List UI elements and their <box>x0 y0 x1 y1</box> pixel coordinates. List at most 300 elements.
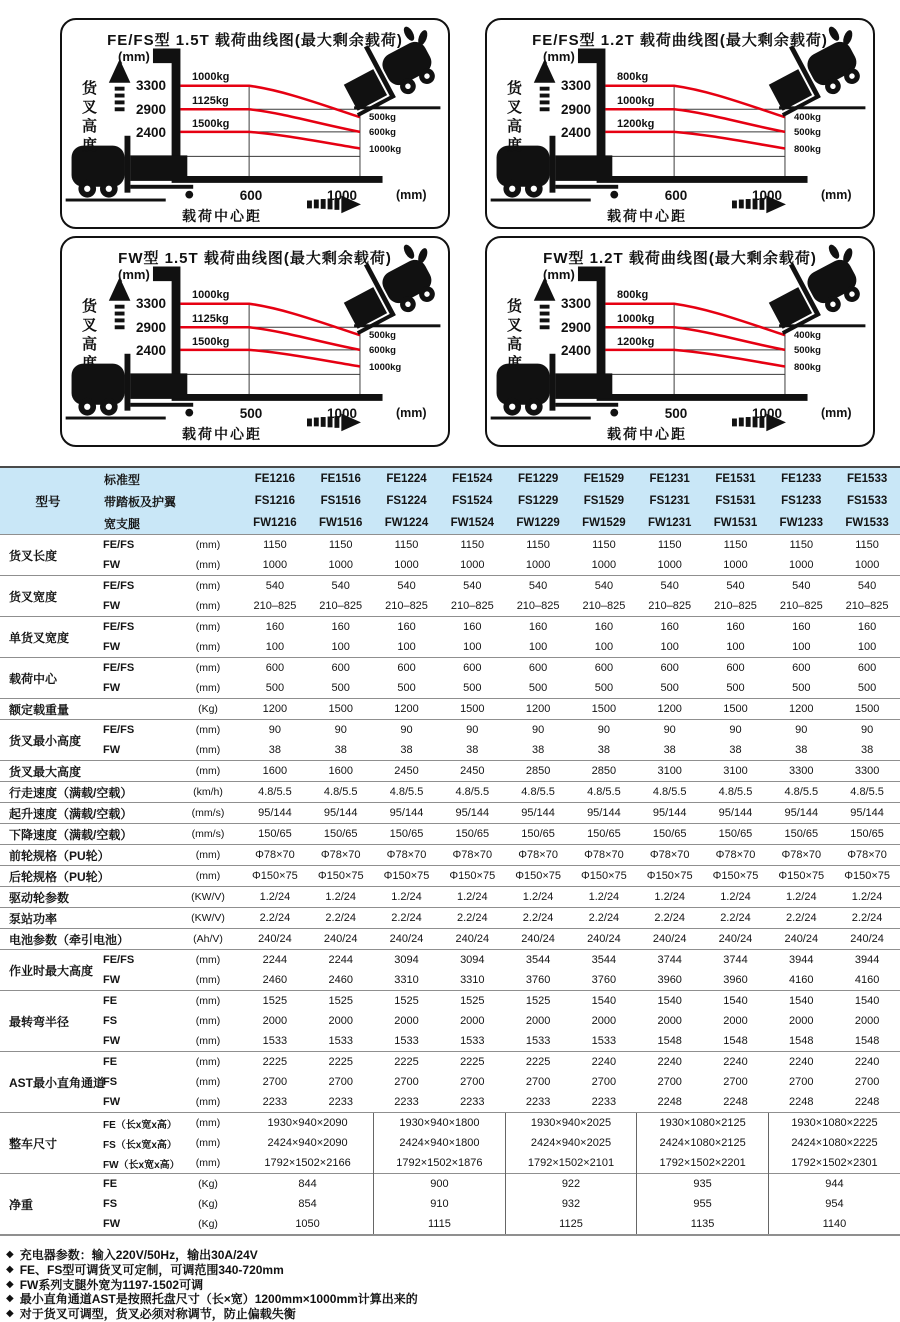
table-row <box>0 929 900 950</box>
value-cell: 1.2/24 <box>242 887 308 908</box>
row-group-label: 起升速度（满载/空载） <box>0 803 174 824</box>
value-cell: 38 <box>860 744 874 756</box>
value-cell: 500 <box>528 682 548 694</box>
curve-label-left: 1000kg <box>192 289 230 301</box>
value-cell: 90 <box>439 720 505 741</box>
value-cell: 1150 <box>439 535 505 556</box>
row-sub-label: FS <box>103 1198 118 1210</box>
footnotes <box>6 1248 900 1322</box>
value-cell: 2000 <box>394 1015 419 1027</box>
value-cell: 1600 <box>308 761 374 782</box>
y-tick: 2900 <box>135 102 166 117</box>
model-number-cell: FE1224 <box>386 473 427 485</box>
footnote-text: 充电器参数：输入220V/50Hz，输出30A/24V <box>19 1248 258 1262</box>
value-cell: 1000 <box>262 559 288 571</box>
row-group-label: 电池参数（牵引电池） <box>0 929 174 950</box>
value-cell: 3300 <box>768 761 834 782</box>
value-cell: 540 <box>834 576 900 597</box>
curve-label-right: 500kg <box>794 127 821 138</box>
value-cell: 2240 <box>637 1052 703 1073</box>
model-number-cell: FE1516 <box>320 473 361 485</box>
value-cell: 2700 <box>789 1076 814 1088</box>
value-cell: 2233 <box>525 1096 551 1108</box>
value-cell: 500 <box>331 682 350 694</box>
value-cell: 1930×940×1800 <box>374 1113 506 1134</box>
value-cell: 2700 <box>525 1076 551 1088</box>
value-cell: 4.8/5.5 <box>242 782 308 803</box>
curve-label-left: 1000kg <box>617 313 655 325</box>
value-cell: 1150 <box>637 535 703 556</box>
unit-cell: (Kg) <box>174 699 242 720</box>
table-row <box>0 887 900 908</box>
unit-cell: (Ah/V) <box>174 929 242 950</box>
value-cell: 90 <box>242 720 308 741</box>
row-sub-label: FE <box>96 991 174 1012</box>
load-curve-bottom <box>605 350 785 367</box>
value-cell: 3544 <box>505 950 571 971</box>
value-cell: 210–825 <box>582 600 626 612</box>
value-cell: 540 <box>374 576 440 597</box>
row-sub-label: FW <box>103 641 121 653</box>
value-cell: 944 <box>768 1174 900 1195</box>
value-cell: 1533 <box>525 1035 551 1047</box>
y-tick: 2900 <box>135 320 166 335</box>
value-cell: 1600 <box>242 761 308 782</box>
footnote-line <box>6 1278 900 1293</box>
table-row <box>0 1174 900 1195</box>
value-cell: 95/144 <box>505 803 571 824</box>
row-sub-label: FE/FS <box>96 535 174 556</box>
value-cell: 95/144 <box>439 803 505 824</box>
curve-label-left: 800kg <box>617 289 649 301</box>
value-cell: 150/65 <box>439 824 505 845</box>
value-cell: 100 <box>857 641 877 653</box>
unit-cell: (mm) <box>174 1052 242 1073</box>
value-cell: 2000 <box>723 1015 748 1027</box>
model-number-cell: FE1524 <box>452 473 493 485</box>
model-number-cell: FS1224 <box>386 495 427 507</box>
value-cell: 2240 <box>834 1052 900 1073</box>
value-cell: 2.2/24 <box>768 908 834 929</box>
unit-cell: (mm) <box>195 682 221 694</box>
diamond-bullet-icon: ◆ <box>6 1263 14 1275</box>
table-row <box>0 535 900 556</box>
value-cell: Φ150×75 <box>834 866 900 887</box>
value-cell: 600 <box>439 658 505 679</box>
value-cell: 500 <box>857 682 877 694</box>
chart-title: FW型 1.5T 载荷曲线图(最大剩余载荷) <box>118 250 392 267</box>
unit-cell: (mm) <box>195 1035 221 1047</box>
value-cell: Φ78×70 <box>439 845 505 866</box>
value-cell: 932 <box>505 1194 637 1214</box>
y-axis-label: 货叉高度 <box>80 80 97 156</box>
row-sub-label: FS <box>103 1076 118 1088</box>
footnote-text: 最小直角通道AST是按照托盘尺寸（长×宽）1200mm×1000mm计算出来的 <box>19 1292 418 1307</box>
value-cell: 90 <box>374 720 440 741</box>
unit-cell: (Kg) <box>198 1218 218 1230</box>
value-cell: 150/65 <box>703 824 769 845</box>
value-cell: 2450 <box>439 761 505 782</box>
value-cell: 240/24 <box>439 929 505 950</box>
y-tick: 2400 <box>560 125 591 140</box>
value-cell: Φ78×70 <box>374 845 440 866</box>
value-cell: 4.8/5.5 <box>834 782 900 803</box>
value-cell: 38 <box>334 744 347 756</box>
x-tick: 500 <box>664 406 688 421</box>
row-sub-label: FE <box>96 1052 174 1073</box>
row-sub-label: FW <box>103 1218 121 1230</box>
value-cell: 3100 <box>637 761 703 782</box>
value-cell: 2700 <box>591 1076 617 1088</box>
value-cell: 4.8/5.5 <box>374 782 440 803</box>
value-cell: 160 <box>637 617 703 638</box>
curve-label-right: 500kg <box>369 330 396 341</box>
value-cell: 500 <box>265 682 285 694</box>
value-cell: 2460 <box>328 974 353 986</box>
value-cell: 90 <box>637 720 703 741</box>
value-cell: Φ150×75 <box>505 866 571 887</box>
row-sub-label: FW <box>103 600 121 612</box>
value-cell: 240/24 <box>834 929 900 950</box>
value-cell: 1150 <box>505 535 571 556</box>
value-cell: 150/65 <box>505 824 571 845</box>
row-group-label: 行走速度（满载/空载） <box>0 782 174 803</box>
row-sub-label: FE（长x宽x高） <box>96 1113 174 1134</box>
table-row <box>0 782 900 803</box>
value-cell: 3310 <box>460 974 485 986</box>
value-cell: 3760 <box>591 974 617 986</box>
value-cell: 1930×1080×2225 <box>768 1113 900 1134</box>
unit-cell: (mm) <box>195 1157 221 1169</box>
model-number-cell: FE1229 <box>517 473 559 485</box>
value-cell: 90 <box>703 720 769 741</box>
model-variant-label: 带踏板及护翼 <box>104 494 177 509</box>
value-cell: 1125 <box>505 1214 637 1235</box>
value-cell: 600 <box>703 658 769 679</box>
row-group-label: 前轮规格（PU轮） <box>0 845 174 866</box>
value-cell: 1525 <box>374 991 440 1012</box>
unit-cell: (mm) <box>195 600 221 612</box>
value-cell: 1525 <box>242 991 308 1012</box>
footnote-line <box>6 1292 900 1307</box>
value-cell: 1150 <box>571 535 637 556</box>
value-cell: 1500 <box>308 699 374 720</box>
table-row <box>0 678 900 699</box>
value-cell: 600 <box>505 658 571 679</box>
header-row <box>0 512 900 535</box>
row-group-label: 后轮规格（PU轮） <box>0 866 174 887</box>
value-cell: 2244 <box>242 950 308 971</box>
unit-cell: (mm/s) <box>174 824 242 845</box>
row-group-label: 作业时最大高度 <box>0 950 96 991</box>
value-cell: 1548 <box>723 1035 748 1047</box>
table-row <box>0 845 900 866</box>
value-cell: 4160 <box>854 974 880 986</box>
unit-cell: (mm) <box>195 1137 221 1149</box>
value-cell: 954 <box>768 1194 900 1214</box>
value-cell: 210–825 <box>253 600 297 612</box>
value-cell: 1525 <box>439 991 505 1012</box>
value-cell: 1000 <box>525 559 551 571</box>
value-cell: 2460 <box>262 974 288 986</box>
value-cell: 240/24 <box>242 929 308 950</box>
value-cell: 100 <box>331 641 350 653</box>
model-number-cell: FE1216 <box>254 473 296 485</box>
value-cell: Φ78×70 <box>505 845 571 866</box>
value-cell: 4.8/5.5 <box>308 782 374 803</box>
value-cell: 1540 <box>834 991 900 1012</box>
value-cell: 95/144 <box>834 803 900 824</box>
value-cell: 1540 <box>571 991 637 1012</box>
value-cell: 3094 <box>374 950 440 971</box>
row-sub-label: FW <box>103 559 121 571</box>
load-chart-panel <box>485 18 875 229</box>
value-cell: 3544 <box>571 950 637 971</box>
value-cell: 500 <box>792 682 811 694</box>
model-number-cell: FE1529 <box>583 473 625 485</box>
value-cell: 1792×1502×2166 <box>264 1157 351 1169</box>
x-axis-unit: (mm) <box>396 188 427 202</box>
y-axis-label: 货叉高度 <box>505 80 522 156</box>
value-cell: 540 <box>242 576 308 597</box>
diamond-bullet-icon: ◆ <box>6 1308 14 1320</box>
value-cell: 2.2/24 <box>637 908 703 929</box>
value-cell: 3310 <box>394 974 419 986</box>
value-cell: 1533 <box>591 1035 617 1047</box>
value-cell: 2000 <box>854 1015 880 1027</box>
value-cell: 2.2/24 <box>703 908 769 929</box>
curve-label-right: 800kg <box>794 362 821 373</box>
value-cell: Φ78×70 <box>242 845 308 866</box>
value-cell: 210–825 <box>714 600 757 612</box>
row-sub-label: FW <box>103 744 121 756</box>
y-axis-label: 货叉高度 <box>80 298 97 374</box>
y-axis-mast <box>153 48 383 182</box>
value-cell: 210–825 <box>450 600 494 612</box>
value-cell: 540 <box>637 576 703 597</box>
unit-cell: (KW/V) <box>174 908 242 929</box>
chart-title: FW型 1.2T 载荷曲线图(最大剩余载荷) <box>543 250 817 267</box>
value-cell: 4.8/5.5 <box>571 782 637 803</box>
unit-cell: (mm) <box>174 617 242 638</box>
value-cell: 1000 <box>591 559 617 571</box>
model-number-cell: FS1533 <box>846 495 888 507</box>
value-cell: 1548 <box>854 1035 880 1047</box>
row-group-label: 货叉最大高度 <box>0 761 174 782</box>
value-cell: 90 <box>308 720 374 741</box>
value-cell: 3300 <box>834 761 900 782</box>
value-cell: 3744 <box>637 950 703 971</box>
value-cell: 100 <box>726 641 745 653</box>
model-number-cell: FW1524 <box>450 517 495 529</box>
value-cell: 38 <box>400 744 413 756</box>
table-row <box>0 1133 900 1153</box>
value-cell: 1.2/24 <box>834 887 900 908</box>
value-cell: 600 <box>374 658 440 679</box>
footnote-text: FE、FS型可调货叉可定制，可调范围340-720mm <box>19 1262 284 1277</box>
value-cell: 1150 <box>703 535 769 556</box>
value-cell: 100 <box>528 641 548 653</box>
value-cell: 2233 <box>262 1096 288 1108</box>
value-cell: 160 <box>308 617 374 638</box>
model-number-cell: FW1529 <box>582 517 626 529</box>
x-axis-label: 载荷中心距 <box>607 208 687 224</box>
value-cell: 2225 <box>242 1052 308 1073</box>
x-tick: 600 <box>239 188 263 203</box>
unit-cell: (KW/V) <box>174 887 242 908</box>
value-cell: 2424×940×1800 <box>374 1133 506 1153</box>
value-cell: 1525 <box>505 991 571 1012</box>
value-cell: 1000 <box>328 559 353 571</box>
value-cell: 2.2/24 <box>308 908 374 929</box>
value-cell: 1533 <box>328 1035 353 1047</box>
x-tick: 1000 <box>326 188 358 203</box>
value-cell: 95/144 <box>374 803 440 824</box>
value-cell: 540 <box>768 576 834 597</box>
diamond-bullet-icon: ◆ <box>6 1249 14 1260</box>
value-cell: 3944 <box>768 950 834 971</box>
model-number-cell: FS1229 <box>517 495 559 507</box>
value-cell: 160 <box>571 617 637 638</box>
model-number-cell: FW1224 <box>384 517 429 529</box>
value-cell: 160 <box>703 617 769 638</box>
value-cell: Φ78×70 <box>637 845 703 866</box>
row-sub-label: FE/FS <box>96 576 174 597</box>
value-cell: 600 <box>834 658 900 679</box>
model-number-cell: FW1533 <box>845 517 889 529</box>
unit-cell: (Kg) <box>198 1198 218 1210</box>
value-cell: 2000 <box>789 1015 814 1027</box>
table-row <box>0 1092 900 1113</box>
value-cell: 100 <box>397 641 416 653</box>
row-group-label: 整车尺寸 <box>0 1113 96 1174</box>
value-cell: 1.2/24 <box>703 887 769 908</box>
value-cell: 1200 <box>374 699 440 720</box>
table-row <box>0 740 900 761</box>
value-cell: 844 <box>242 1174 374 1195</box>
model-number-cell: FS1516 <box>320 495 361 507</box>
curve-label-left: 1200kg <box>617 118 655 130</box>
value-cell: 3094 <box>439 950 505 971</box>
value-cell: 2248 <box>854 1096 880 1108</box>
value-cell: 600 <box>571 658 637 679</box>
model-number-cell: FW1231 <box>647 517 692 529</box>
row-group-label: 驱动轮参数 <box>0 887 174 908</box>
value-cell: 1150 <box>308 535 374 556</box>
value-cell: 150/65 <box>374 824 440 845</box>
value-cell: 2700 <box>657 1076 682 1088</box>
curve-label-right: 800kg <box>794 144 821 155</box>
unit-cell: (mm) <box>174 1113 242 1134</box>
row-sub-label: FW <box>103 974 121 986</box>
value-cell: 38 <box>597 744 611 756</box>
value-cell: 2225 <box>505 1052 571 1073</box>
y-tick: 2400 <box>135 343 166 358</box>
value-cell: 1200 <box>768 699 834 720</box>
value-cell: 1792×1502×2101 <box>505 1153 637 1174</box>
y-tick: 3300 <box>560 296 591 311</box>
value-cell: 3744 <box>703 950 769 971</box>
unit-cell: (mm) <box>174 866 242 887</box>
value-cell: 1000 <box>394 559 419 571</box>
value-cell: 2248 <box>723 1096 748 1108</box>
value-cell: 38 <box>466 744 479 756</box>
value-cell: Φ78×70 <box>834 845 900 866</box>
value-cell: 2240 <box>768 1052 834 1073</box>
value-cell: 100 <box>265 641 285 653</box>
value-cell: 2000 <box>460 1015 485 1027</box>
value-cell: 2424×1080×2125 <box>637 1133 769 1153</box>
value-cell: 1533 <box>394 1035 419 1047</box>
value-cell: 95/144 <box>768 803 834 824</box>
value-cell: 100 <box>660 641 679 653</box>
table-row <box>0 866 900 887</box>
value-cell: 2.2/24 <box>439 908 505 929</box>
value-cell: 2248 <box>657 1096 682 1108</box>
value-cell: 2233 <box>591 1096 617 1108</box>
value-cell: 2000 <box>262 1015 288 1027</box>
value-cell: Φ150×75 <box>637 866 703 887</box>
table-row <box>0 555 900 576</box>
value-cell: Φ150×75 <box>768 866 834 887</box>
model-number-cell: FW1531 <box>713 517 758 529</box>
footnote-line <box>6 1248 900 1263</box>
value-cell: 1548 <box>657 1035 682 1047</box>
value-cell: 95/144 <box>571 803 637 824</box>
value-cell: 540 <box>571 576 637 597</box>
x-tick: 1000 <box>326 406 358 421</box>
diamond-bullet-icon: ◆ <box>6 1293 14 1305</box>
y-tick: 3300 <box>560 78 591 93</box>
value-cell: 1792×1502×2301 <box>768 1153 900 1174</box>
value-cell: 2.2/24 <box>242 908 308 929</box>
value-cell: Φ78×70 <box>571 845 637 866</box>
y-axis-unit: (mm) <box>543 49 575 64</box>
model-group-label: 型号 <box>35 495 61 509</box>
table-row <box>0 1031 900 1052</box>
row-sub-label: FS <box>103 1015 118 1027</box>
value-cell: 2850 <box>571 761 637 782</box>
value-cell: 540 <box>703 576 769 597</box>
value-cell: 160 <box>439 617 505 638</box>
value-cell: 1540 <box>768 991 834 1012</box>
row-sub-label: FS（长x宽x高） <box>103 1139 177 1151</box>
value-cell: Φ150×75 <box>308 866 374 887</box>
table-row <box>0 576 900 597</box>
y-axis-mast <box>578 266 808 400</box>
y-tick: 2400 <box>560 343 591 358</box>
table-row <box>0 970 900 991</box>
table-row <box>0 1011 900 1031</box>
value-cell: Φ150×75 <box>374 866 440 887</box>
value-cell: 150/65 <box>571 824 637 845</box>
value-cell: 2233 <box>394 1096 419 1108</box>
table-row <box>0 1072 900 1092</box>
value-cell: 600 <box>637 658 703 679</box>
load-curve-bottom <box>180 350 360 367</box>
value-cell: 600 <box>308 658 374 679</box>
curve-label-right: 400kg <box>794 112 821 123</box>
value-cell: 540 <box>505 576 571 597</box>
model-number-cell: FW1516 <box>318 517 363 529</box>
value-cell: 95/144 <box>637 803 703 824</box>
table-row <box>0 596 900 617</box>
value-cell: 1.2/24 <box>439 887 505 908</box>
table-row <box>0 637 900 658</box>
row-group-label: 单货叉宽度 <box>0 617 96 658</box>
value-cell: 500 <box>463 682 482 694</box>
unit-cell: (mm) <box>174 761 242 782</box>
